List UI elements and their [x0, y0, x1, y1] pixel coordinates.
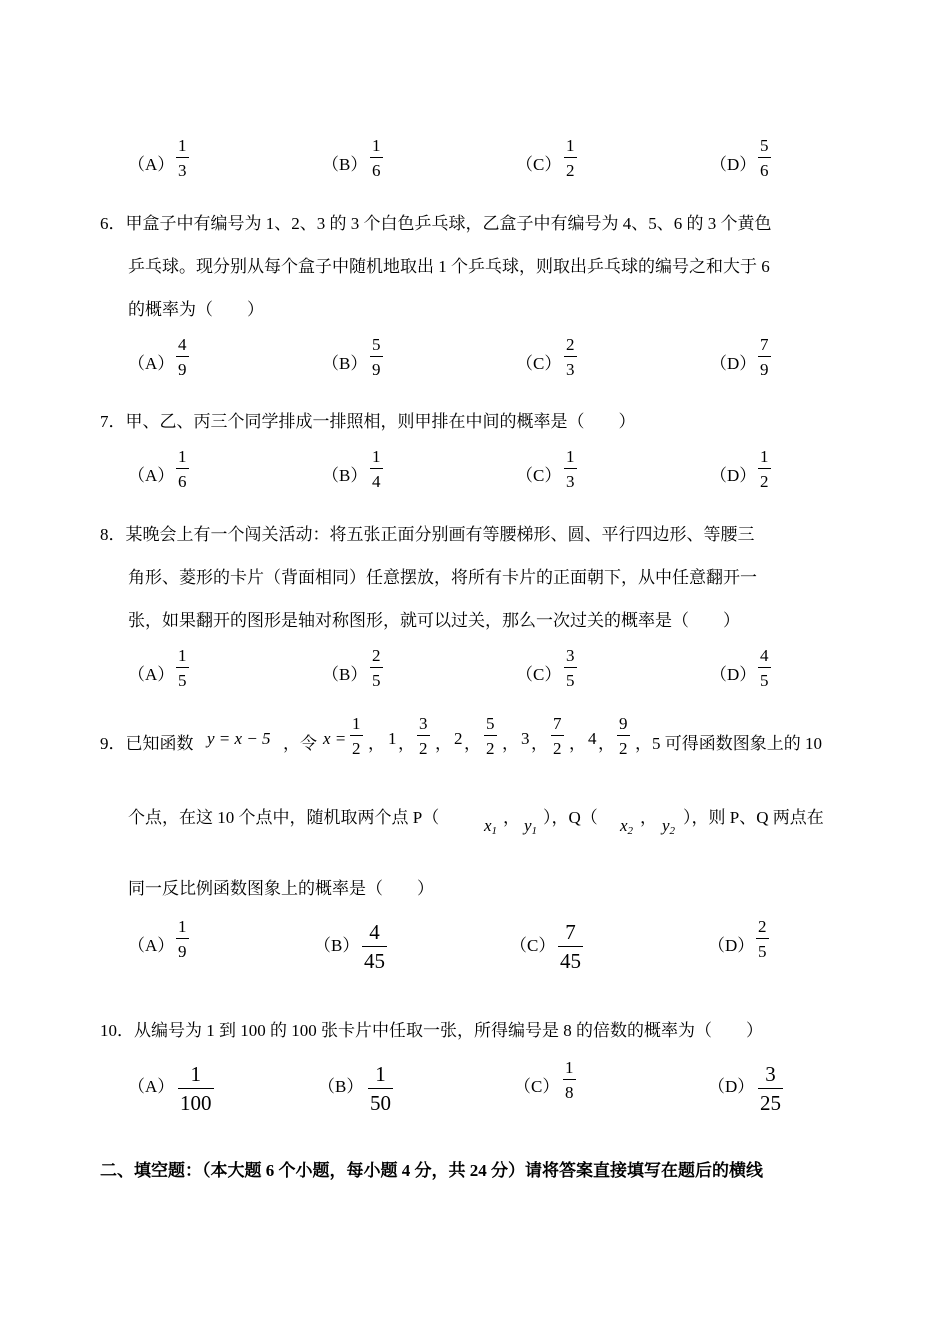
q9-line-2c: ），则 P、Q 两点在 — [683, 808, 824, 827]
q9-sep-1: ， — [368, 734, 385, 753]
q5-option-c-label: （C） — [516, 155, 562, 174]
q6-option-c-label: （C） — [516, 354, 562, 373]
q9-frac-half: $\frac{1}{2}$ — [352, 714, 361, 758]
q9-option-c-fraction: $\frac{7}{45}$ — [560, 920, 581, 973]
q9-y1: y1 — [524, 816, 538, 837]
q9-line-3: 同一反比例函数图象上的概率是（ ） — [128, 879, 434, 898]
q8-line-2: 角形、菱形的卡片（背面相同）任意摆放，将所有卡片的正面朝下，从中任意翻开一 — [128, 568, 757, 587]
q9-frac-3-half: $\frac{3}{2}$ — [419, 714, 428, 758]
q9-function: y = x − 5 — [207, 729, 271, 748]
q8-option-d-fraction: $\frac{4}{5}$ — [760, 646, 769, 690]
q9-line-2a: 个点，在这 10 个点中，随机取两个点 P（ — [128, 808, 440, 827]
q9-option-d-fraction: $\frac{2}{5}$ — [758, 917, 767, 961]
q10-option-a-label: （A） — [128, 1077, 175, 1096]
q9-option-c-label: （C） — [510, 936, 556, 955]
q7-line-1: 7．甲、乙、丙三个同学排成一排照相，则甲排在中间的概率是（ ） — [100, 412, 636, 431]
q10-option-b-label: （B） — [318, 1077, 364, 1096]
q9-frac-5-half: $\frac{5}{2}$ — [486, 714, 495, 758]
q6-option-a-fraction: $\frac{4}{9}$ — [178, 335, 187, 379]
q6-line-2: 乒乓球。现分别从每个盒子中随机地取出 1 个乒乓球，则取出乒乓球的编号之和大于 6 — [128, 257, 770, 276]
q8-option-b-fraction: $\frac{2}{5}$ — [372, 646, 381, 690]
q7-option-b-fraction: $\frac{1}{4}$ — [372, 447, 381, 491]
q9-frac-7-half: $\frac{7}{2}$ — [553, 714, 562, 758]
q9-let: ，令 — [283, 734, 317, 753]
q9-sep-3: ， — [435, 734, 452, 753]
q8-option-c-label: （C） — [516, 665, 562, 684]
q9-comma-2: ， — [640, 808, 657, 827]
q6-option-c-fraction: $\frac{2}{3}$ — [566, 335, 575, 379]
q9-value-2: 2 — [454, 729, 463, 748]
q9-sep-4: ， — [464, 734, 481, 753]
q9-sep-6: ， — [531, 734, 548, 753]
q9-x2: x2 — [620, 816, 634, 837]
q8-option-a-label: （A） — [128, 665, 175, 684]
q5-option-a-fraction: $\frac{1}{3}$ — [178, 136, 187, 180]
q9-value-1: 1 — [388, 729, 397, 748]
q8-option-c-fraction: $\frac{3}{5}$ — [566, 646, 575, 690]
q9-option-b-label: （B） — [314, 936, 360, 955]
q8-line-1: 8．某晚会上有一个闯关活动：将五张正面分别画有等腰梯形、圆、平行四边形、等腰三 — [100, 525, 755, 544]
q9-prefix: 9．已知函数 — [100, 734, 194, 753]
q9-option-b-fraction: $\frac{4}{45}$ — [364, 920, 385, 973]
q6-line-3: 的概率为（ ） — [128, 300, 264, 319]
q10-option-d-fraction: $\frac{3}{25}$ — [760, 1062, 781, 1115]
q9-sep-5: ， — [502, 734, 519, 753]
q7-option-c-fraction: $\frac{1}{3}$ — [566, 447, 575, 491]
q5-option-d-fraction: $\frac{5}{6}$ — [760, 136, 769, 180]
q8-option-b-label: （B） — [322, 665, 368, 684]
q9-tail: ，5 可得函数图象上的 10 — [635, 734, 822, 753]
q9-frac-9-half: $\frac{9}{2}$ — [619, 714, 628, 758]
q5-option-d-label: （D） — [710, 155, 757, 174]
q9-x1: x1 — [484, 816, 498, 837]
q7-option-a-label: （A） — [128, 466, 175, 485]
q8-option-d-label: （D） — [710, 665, 757, 684]
section-2-heading: 二、填空题：（本大题 6 个小题，每小题 4 分，共 24 分）请将答案直接填写在题后的横线 — [100, 1161, 763, 1180]
q10-option-a-fraction: $\frac{1}{100}$ — [180, 1062, 212, 1115]
q10-option-b-fraction: $\frac{1}{50}$ — [370, 1062, 391, 1115]
q9-x-equals: x = — [323, 729, 347, 748]
q10-option-c-label: （C） — [514, 1077, 560, 1096]
q6-option-b-fraction: $\frac{5}{9}$ — [372, 335, 381, 379]
q9-sep-7: ， — [569, 734, 586, 753]
q9-sep-8: ， — [598, 734, 615, 753]
q5-option-c-fraction: $\frac{1}{2}$ — [566, 136, 575, 180]
q6-option-d-label: （D） — [710, 354, 757, 373]
q10-line-1: 10．从编号为 1 到 100 的 100 张卡片中任取一张，所得编号是 8 的倍数的概率为（ ） — [100, 1021, 763, 1040]
q9-comma-1: ， — [503, 808, 520, 827]
q9-value-3: 3 — [521, 729, 530, 748]
q9-option-a-label: （A） — [128, 936, 175, 955]
q9-option-d-label: （D） — [708, 936, 755, 955]
q6-option-a-label: （A） — [128, 354, 175, 373]
q7-option-d-fraction: $\frac{1}{2}$ — [760, 447, 769, 491]
q9-sep-2: ， — [398, 734, 415, 753]
q7-option-b-label: （B） — [322, 466, 368, 485]
q6-line-1: 6．甲盒子中有编号为 1、2、3 的 3 个白色乒乓球，乙盒子中有编号为 4、5、6 的 3 个黄色 — [100, 214, 772, 233]
q8-line-3: 张，如果翻开的图形是轴对称图形，就可以过关，那么一次过关的概率是（ ） — [128, 611, 740, 630]
q5-option-a-label: （A） — [128, 155, 175, 174]
q7-option-c-label: （C） — [516, 466, 562, 485]
q9-line-2b: ），Q（ — [543, 808, 598, 827]
q10-option-c-fraction: $\frac{1}{8}$ — [565, 1058, 574, 1102]
q6-option-d-fraction: $\frac{7}{9}$ — [760, 335, 769, 379]
q9-option-a-fraction: $\frac{1}{9}$ — [178, 917, 187, 961]
q7-option-d-label: （D） — [710, 466, 757, 485]
q5-option-b-fraction: $\frac{1}{6}$ — [372, 136, 381, 180]
q9-value-4: 4 — [588, 729, 597, 748]
q5-option-b-label: （B） — [322, 155, 368, 174]
q9-y2: y2 — [662, 816, 676, 837]
q7-option-a-fraction: $\frac{1}{6}$ — [178, 447, 187, 491]
q10-option-d-label: （D） — [708, 1077, 755, 1096]
q6-option-b-label: （B） — [322, 354, 368, 373]
q8-option-a-fraction: $\frac{1}{5}$ — [178, 646, 187, 690]
